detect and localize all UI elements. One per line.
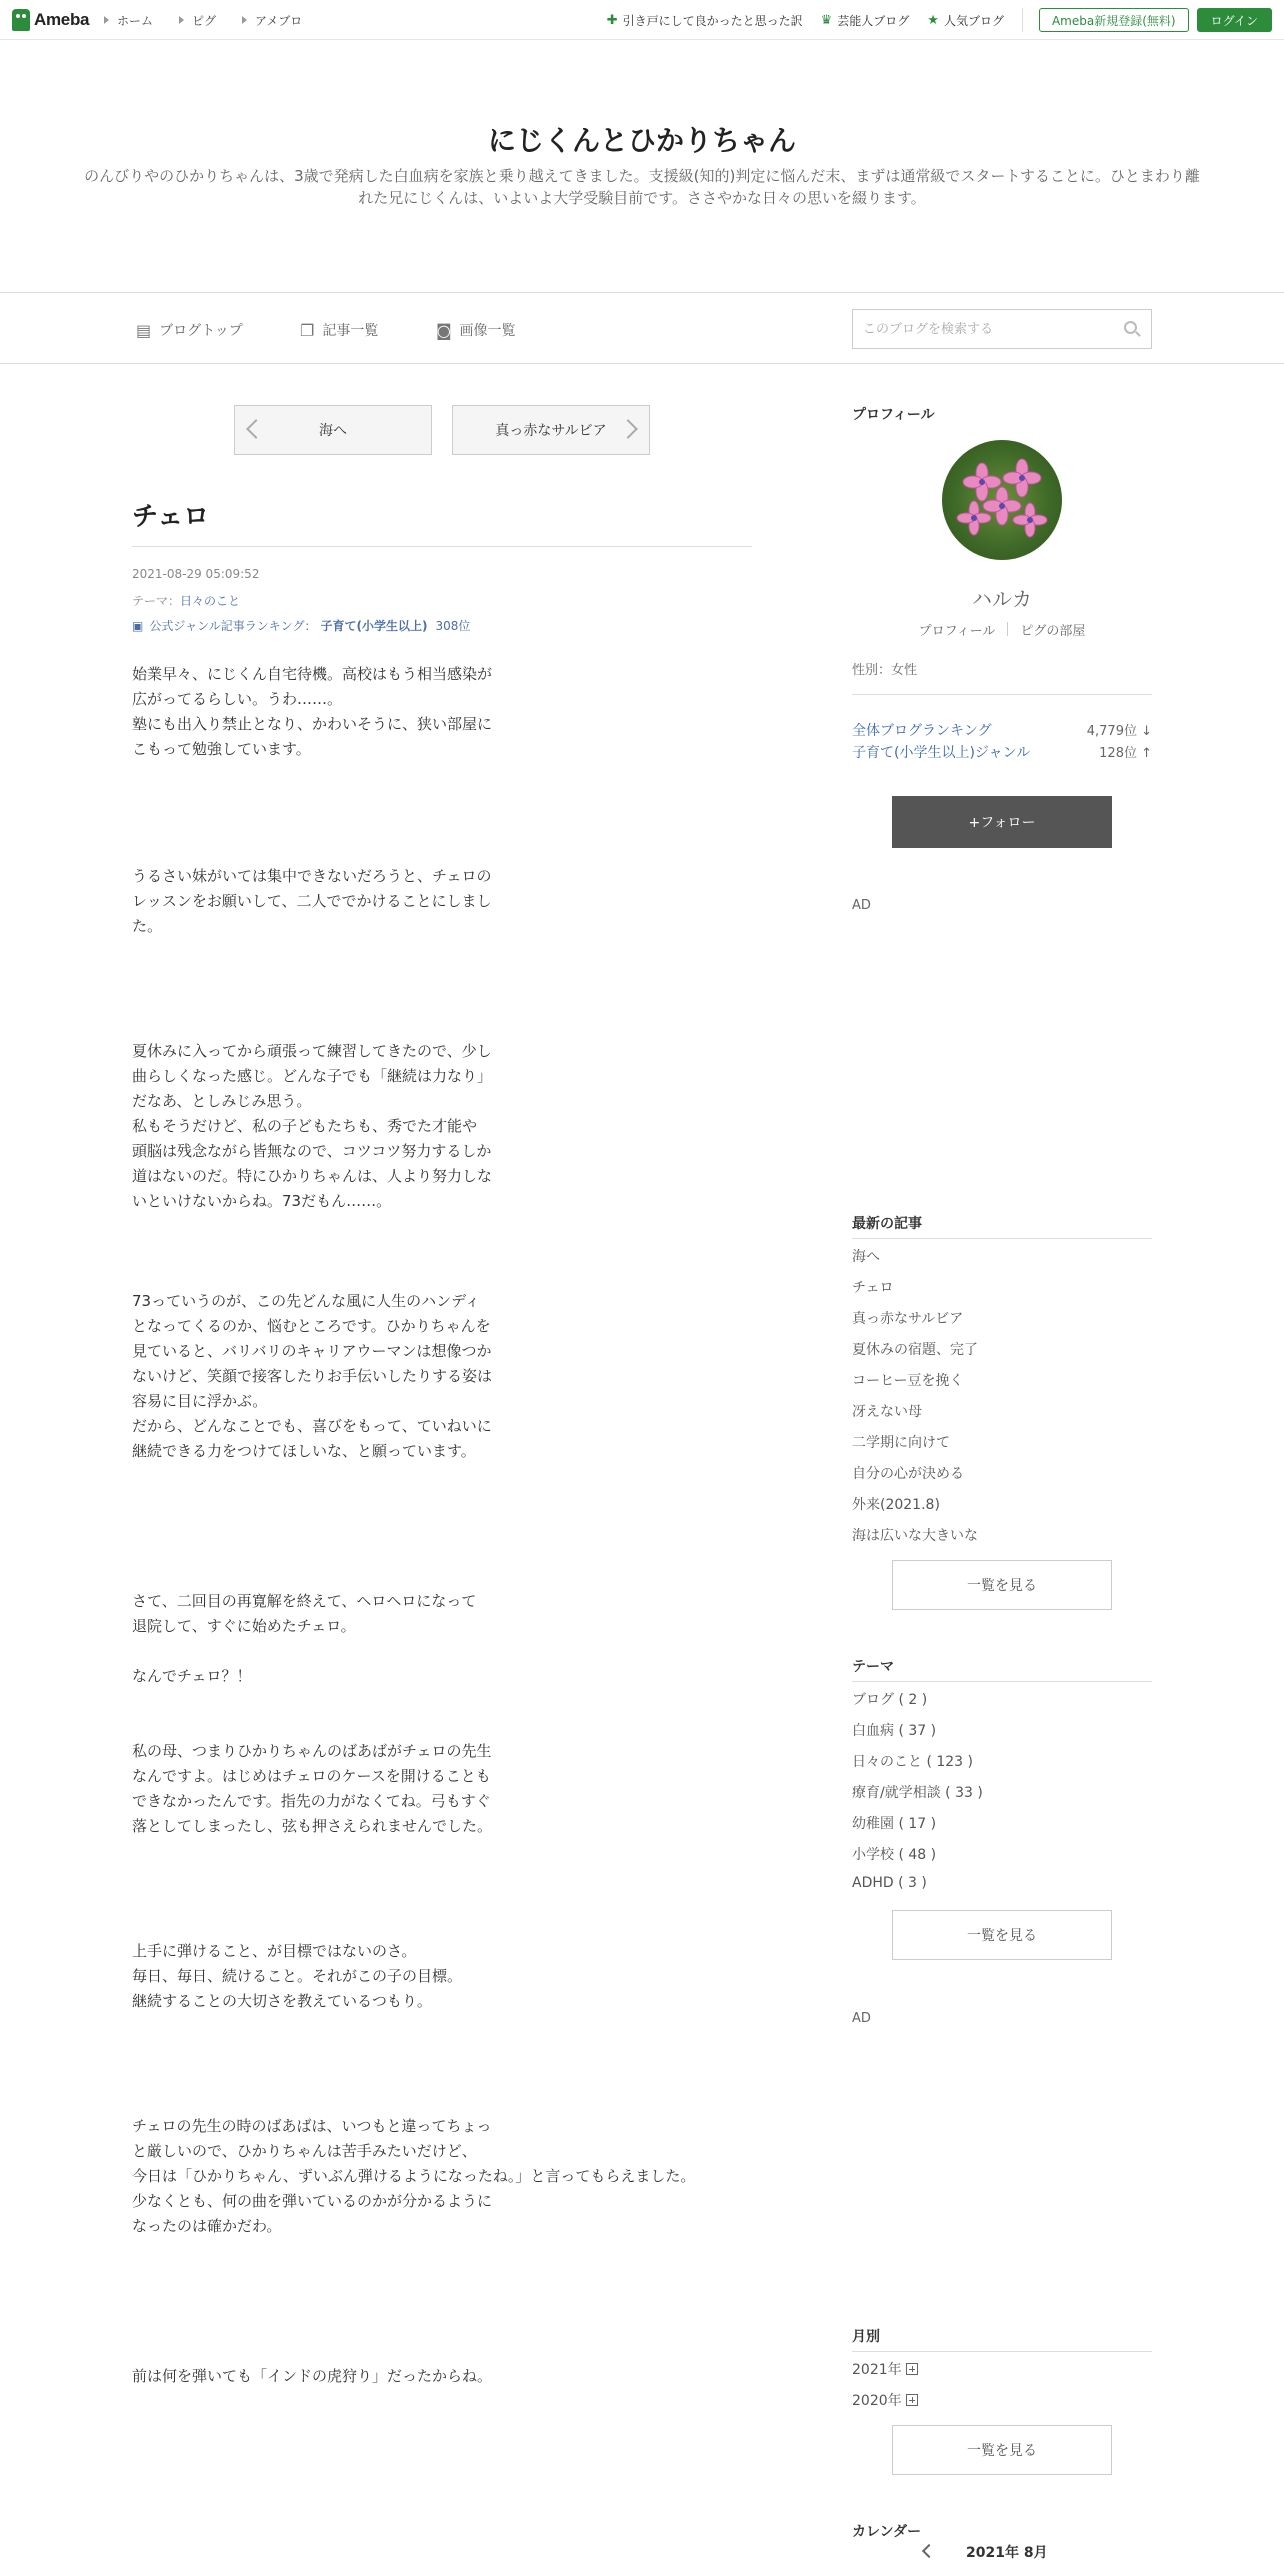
genre-ranking-link[interactable]: 子育て(小学生以上)ジャンル [852,745,1031,761]
chevron-left-icon[interactable] [922,2544,936,2558]
celebrity-blog-link[interactable]: ♛ 芸能人ブログ [820,12,910,28]
global-nav [104,0,328,40]
blog-header [0,41,1284,293]
register-button[interactable]: Ameba新規登録(無料) [1039,8,1189,32]
entry-title: チェロ [132,502,210,532]
overall-ranking-link[interactable]: 全体ブログランキング [852,723,992,739]
theme-heading: テーマ [852,1659,894,1675]
entry-paragraph: さて、二回目の再寛解を終えて、ヘロヘロになって 退院して、すぐに始めたチェロ。 なんでチェロ？！ [132,1592,477,1685]
theme-link[interactable]: ブログ ( 2 ) [852,1692,928,1708]
theme-link[interactable]: 白血病 ( 37 ) [852,1723,937,1739]
entry-paragraph: 73っていうのが、この先どんな風に人生のハンディ となってくるのか、悩むところです。ひかりちゃんを 見ていると、バリバリのキャリアウーマンは想像つか ないけど、笑顔で接客したりお手伝いしたりする姿は 容易に目に浮かぶ。 だから、どんなことでも、喜びをもって、ていねいに 継続できる力をつけてほしいな、と願っています。 [132,1292,493,1460]
recent-entry-link[interactable]: 海へ [852,1249,880,1265]
entry-paragraph: 夏休みに入ってから頑張って練習してきたので、少し 曲らしくなった感じ。どんな子でも「継続は力なり」 だなあ、としみじみ思う。 私もそうだけど、私の子どもたちも、秀でた才能や 頭脳は残念ながら皆無なので、コツコツ努力するしか 道はないのだ。特にひかりちゃんは、人より努力しな いといけないからね。73だもん……。 [132,1042,493,1210]
entry-paragraph: 私の母、つまりひかりちゃんのばあばがチェロの先生 なんですよ。はじめはチェロのケースを開けることも できなかったんです。指先の力がなくてね。弓もすぐ 落としてしまったし、弦も押さえられませんでした。 [132,1742,493,1835]
theme-link[interactable]: 日々のこと ( 123 ) [852,1754,973,1770]
entry-theme: テーマ：日々のこと [132,594,241,608]
divider [852,1681,1152,1682]
pig-room-link[interactable]: ピグの部屋 [1020,624,1086,639]
blog-title[interactable]: にじくんとひかりちゃん [487,124,796,157]
profile-link[interactable]: プロフィール [918,624,996,639]
nav-ameblo[interactable]: アメブロ [242,12,302,29]
login-button[interactable]: ログイン [1197,8,1272,32]
profile-heading: プロフィール [852,407,935,423]
divider [1007,622,1008,636]
entry-paragraph: 上手に弾けること、が目標ではないのさ。 毎日、毎日、続けること。それがこの子の目標。 継続することの大切さを教えているつもり。 [132,1942,463,2010]
recent-entry-link[interactable]: 自分の心が決める [852,1466,964,1482]
popular-blog-link[interactable]: ★ 人気ブログ [927,12,1004,28]
theme-link[interactable]: 幼稚園 ( 17 ) [852,1816,937,1832]
profile-gender: 性別：女性 [852,663,918,678]
theme-link[interactable]: 小学校 ( 48 ) [852,1847,937,1863]
blog-description: のんびりやのひかりちゃんは、3歳で発病した白血病を家族と乗り越えてきました。支援級(知的)判定に悩んだ末、まずは通常級でスタートすることに。ひとまわり離れた兄にじくんは、いよいよ大学受験目前です。ささやかな日々の思いを綴ります。 [84,167,1200,207]
next-entry-button[interactable]: 真っ赤なサルビア [452,405,650,455]
ranking-row: 子育て(小学生以上)ジャンル 128位 ↑ [852,742,1152,762]
recent-more-button[interactable]: 一覧を見る [892,1560,1112,1610]
divider [852,1238,1152,1239]
blog-subnav [0,294,1284,364]
entry-paragraph: 前は何を弾いても「インドの虎狩り」だったからね。 [132,2367,493,2385]
divider [132,546,752,547]
camera-icon: ◙ [436,320,452,340]
crown-icon: ♛ [820,12,833,28]
profile-links [852,620,1152,639]
recent-entry-link[interactable]: 真っ赤なサルビア [852,1311,964,1327]
triangle-right-icon [242,16,247,24]
prev-entry-button[interactable]: 海へ [234,405,432,455]
recent-entry-link[interactable]: チェロ [852,1280,894,1296]
header-right-nav [589,0,1272,40]
calendar-heading: カレンダー [852,2524,922,2540]
entry-ranking[interactable]: ▣ 公式ジャンル記事ランキング： 子育て(小学生以上) 308位 [132,618,471,633]
entry-paragraph: うるさい妹がいては集中できないだろうと、チェロの レッスンをお願いして、二人ででかけることにしまし た。 [132,867,492,935]
divider [852,694,1152,695]
recent-entry-link[interactable]: 海は広いな大きいな [852,1528,978,1544]
triangle-right-icon [104,16,109,24]
hydrangea-avatar-image [942,440,1062,560]
search-icon[interactable] [1124,321,1137,334]
recent-entry-link[interactable]: 冴えない母 [852,1404,922,1420]
recent-entry-link[interactable]: 外来(2021.8) [852,1497,940,1513]
theme-more-button[interactable]: 一覧を見る [892,1910,1112,1960]
profile-name[interactable]: ハルカ [972,587,1032,611]
recent-entry-link[interactable]: 二学期に向けて [852,1435,950,1451]
divider [1022,8,1023,32]
monthly-heading: 月別 [852,2329,880,2345]
theme-link[interactable]: 療育/就学相談 ( 33 ) [852,1785,983,1801]
expand-icon [906,2363,918,2375]
triangle-right-icon [179,16,184,24]
theme-link[interactable]: ADHD ( 3 ) [852,1875,927,1891]
entry-paragraph: チェロの先生の時のばあばは、いつもと違ってちょっ と厳しいので、ひかりちゃんは苦手みたいだけど、 今日は「ひかりちゃん、ずいぶん弾けるようになったね。」と言ってもらえました。 少なくとも、何の曲を弾いているのかが分かるように なったのは確かだわ。 [132,2117,696,2235]
monthly-more-button[interactable]: 一覧を見る [892,2425,1112,2475]
year-2020-toggle[interactable]: 2020年 [852,2390,918,2410]
ranking-icon: ▣ [132,618,144,633]
subnav-blog-top[interactable]: ▤ ブログトップ [136,320,243,340]
year-2021-toggle[interactable]: 2021年 [852,2359,918,2379]
ad-label: AD [852,898,871,913]
calendar-month: 2021年 8月 [966,2545,1048,2561]
copy-icon: ❐ [300,320,315,340]
blog-search [852,309,1152,349]
subnav-entry-list[interactable]: ❐ 記事一覧 [300,320,379,340]
recent-entry-link[interactable]: コーヒー豆を挽く [852,1373,964,1389]
expand-icon [906,2394,918,2406]
recent-entry-link[interactable]: 夏休みの宿題、完了 [852,1342,978,1358]
avatar[interactable] [942,440,1062,560]
entry-theme-link[interactable]: 日々のこと [180,594,241,608]
entry-paragraph: 始業早々、にじくん自宅待機。高校はもう相当感染が 広がってるらしい。うわ……。 塾にも出入り禁止となり、かわいそうに、狭い部屋に こもって勉強しています。 [132,665,493,758]
nav-pig[interactable]: ピグ [179,12,216,29]
featured-topic-link[interactable]: ✚ 引き戸にして良かったと思った訳 [606,12,803,28]
global-header [0,0,1284,40]
ranking-row: 全体ブログランキング 4,779位 ↓ [852,720,1152,740]
recent-entries-heading: 最新の記事 [852,1216,922,1232]
subnav-image-list[interactable]: ◙ 画像一覧 [436,320,516,340]
divider [852,2351,1152,2352]
chevron-right-icon [618,419,638,439]
plus-icon: ✚ [606,12,618,28]
ad-label: AD [852,2011,871,2026]
star-icon: ★ [927,12,939,28]
chevron-left-icon [246,419,266,439]
search-input[interactable] [863,322,1113,337]
nav-home[interactable]: ホーム [104,12,153,29]
entry-date: 2021-08-29 05:09:52 [132,567,260,581]
ameba-logo[interactable]: Ameba [12,8,89,32]
document-icon: ▤ [136,320,152,340]
follow-button[interactable]: +フォロー [892,796,1112,848]
ameba-logo-icon [12,9,30,31]
